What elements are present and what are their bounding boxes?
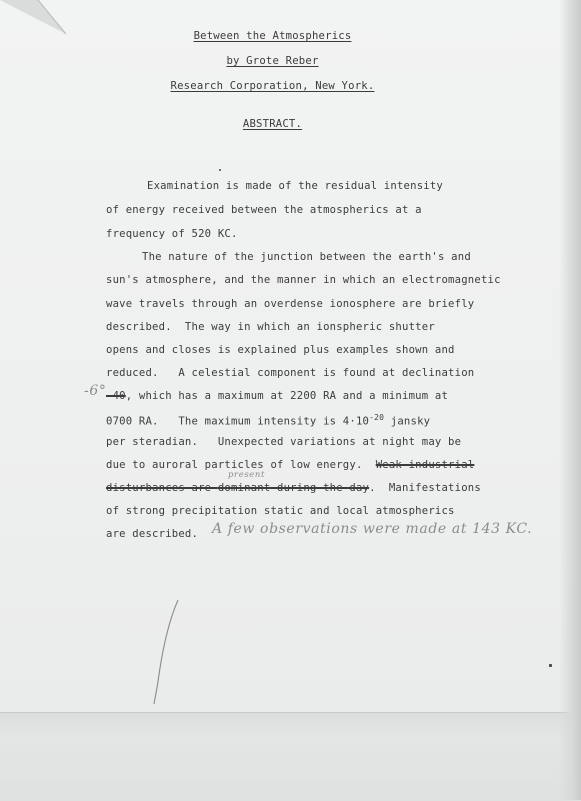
ink-speck-right bbox=[549, 664, 552, 667]
struck-declination: -40 bbox=[106, 390, 126, 402]
declination-rest: , which has a maximum at 2200 RA and a minimum at bbox=[125, 390, 449, 402]
paragraph2-line-declination bbox=[106, 390, 448, 402]
paragraph1-line: frequency of 520 KC. bbox=[106, 228, 238, 240]
pencil-stroke-mark bbox=[150, 598, 190, 708]
handwritten-added-sentence: A few observations were made at 143 KC. bbox=[212, 521, 533, 537]
paragraph1-line: of energy received between the atmospherics at a bbox=[106, 204, 422, 216]
handwritten-declination: -6° bbox=[84, 383, 107, 399]
paragraph2-line-intensity bbox=[106, 413, 430, 428]
intensity-unit: jansky bbox=[384, 415, 431, 428]
handwritten-inserted-word: present bbox=[228, 470, 266, 480]
document-title: Between the Atmospherics bbox=[193, 30, 352, 42]
intensity-exponent: -20 bbox=[369, 413, 385, 422]
paragraph1-line: Examination is made of the residual intensity bbox=[147, 180, 444, 192]
struck-industrial: Weak industrial bbox=[375, 459, 475, 471]
paragraph2-line: wave travels through an overdense ionosphere are briefly bbox=[106, 298, 475, 310]
affiliation-line: Research Corporation, New York. bbox=[170, 80, 375, 92]
author-line: by Grote Reber bbox=[226, 55, 319, 67]
paragraph2-line-disturbances bbox=[106, 482, 481, 494]
page-edge-shadow bbox=[559, 0, 581, 800]
manifestations-text: . Manifestations bbox=[369, 482, 481, 494]
ink-speck bbox=[219, 169, 221, 171]
paragraph2-line: sun's atmosphere, and the manner in which an electromagnetic bbox=[106, 274, 501, 286]
struck-disturbances: disturbances are bbox=[106, 482, 218, 494]
paragraph2-line: opens and closes is explained plus examples shown and bbox=[106, 344, 455, 356]
paragraph2-last-line: are described. bbox=[106, 528, 199, 540]
paragraph2-line-auroral bbox=[106, 459, 474, 471]
struck-during-day: during the day bbox=[270, 482, 370, 494]
abstract-heading: ABSTRACT. bbox=[242, 118, 303, 130]
auroral-text: due to auroral particles of low energy. bbox=[106, 459, 376, 471]
paragraph2-line: of strong precipitation static and local atmospherics bbox=[106, 505, 455, 517]
paper-fold-band bbox=[0, 712, 581, 801]
paragraph2-line: described. The way in which an ionspheric shutter bbox=[106, 321, 435, 333]
paragraph2-line: The nature of the junction between the earth's and bbox=[142, 251, 471, 263]
paragraph2-line: reduced. A celestial component is found at declination bbox=[106, 367, 475, 379]
intensity-text: 0700 RA. The maximum intensity is 4·10 bbox=[106, 415, 370, 428]
struck-dominant: dominant bbox=[217, 482, 271, 494]
paragraph2-line: per steradian. Unexpected variations at night may be bbox=[106, 436, 462, 448]
